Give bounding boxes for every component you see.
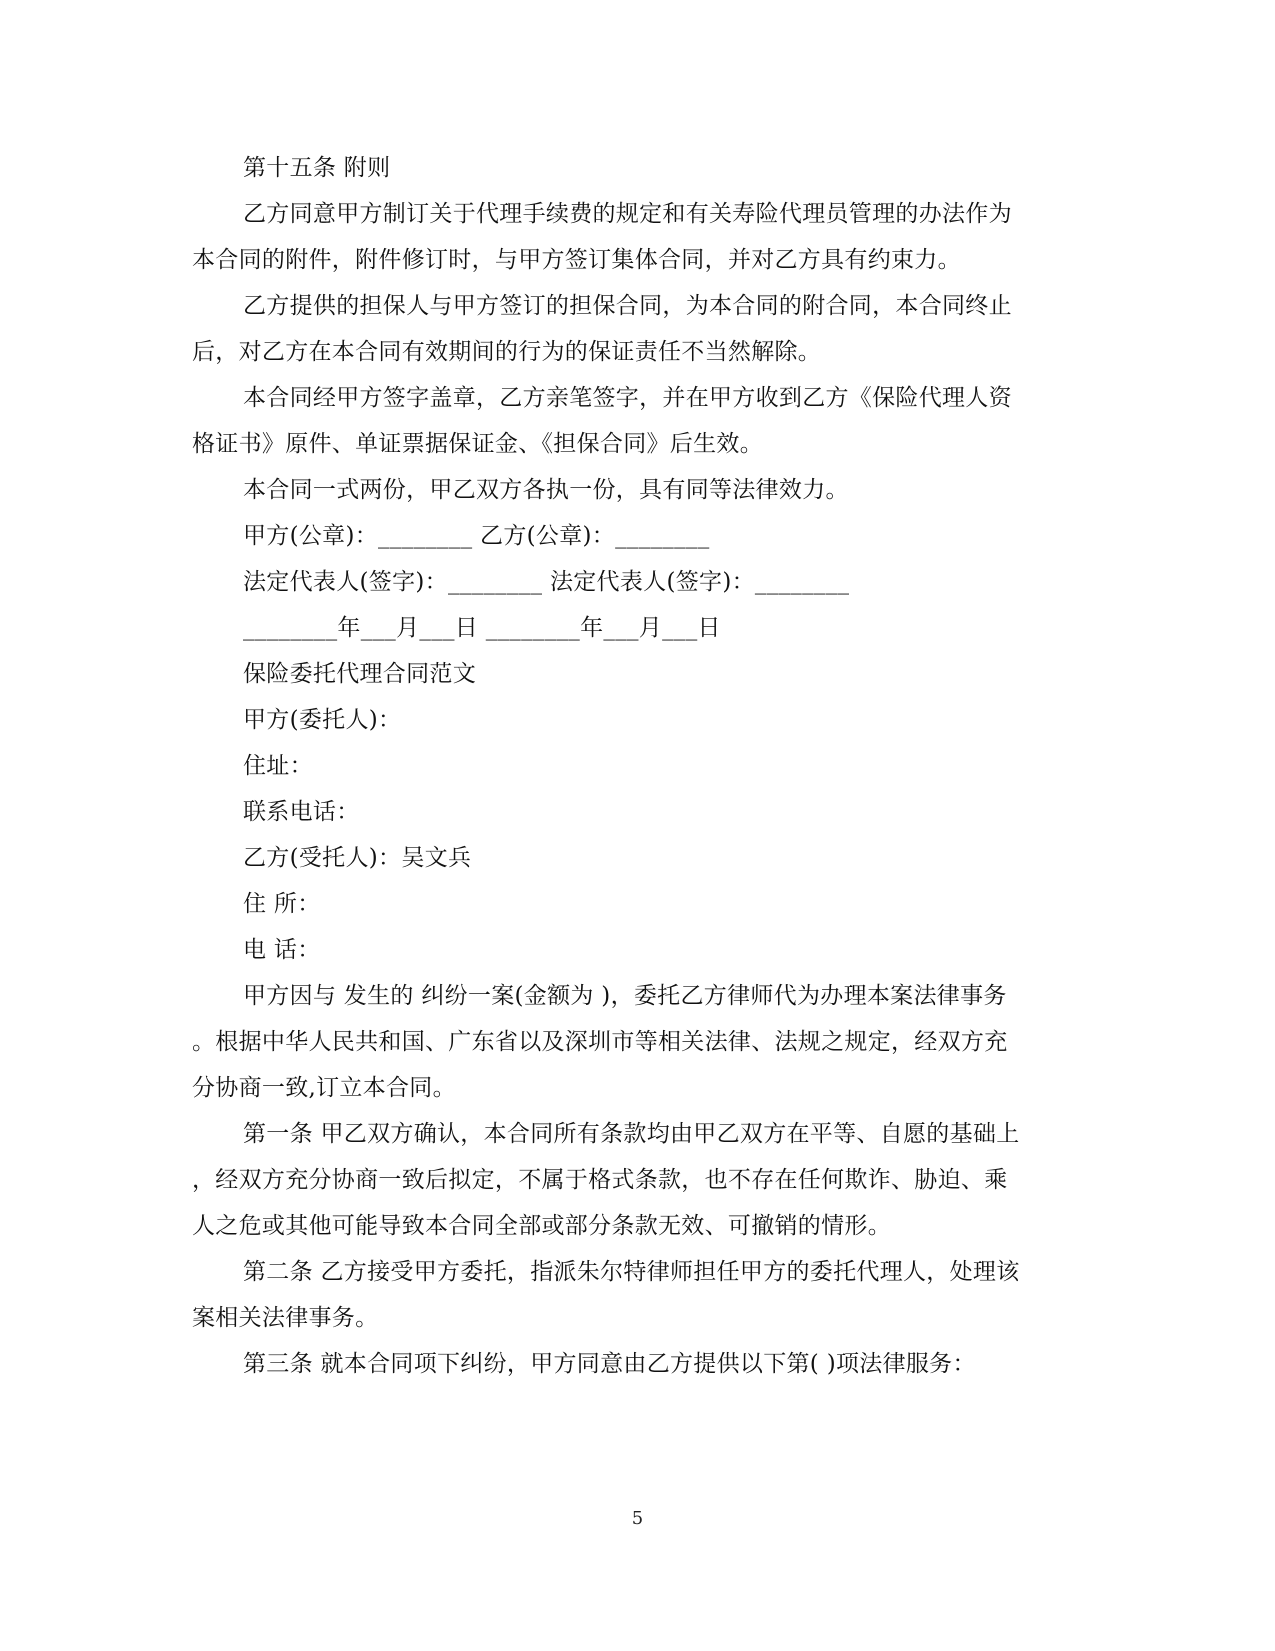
paragraph-line: ，经双方充分协商一致后拟定，不属于格式条款，也不存在任何欺诈、胁迫、乘 [192,1167,1008,1193]
paragraph-line: 本合同一式两份，甲乙双方各执一份，具有同等法律效力。 [243,477,849,503]
paragraph-line: 。根据中华人民共和国、广东省以及深圳市等相关法律、法规之规定，经双方充 [192,1029,1008,1055]
signature-line-date: ________年___月___日 ________年___月___日 [243,615,721,641]
article-heading: 第十五条 附则 [243,155,391,181]
paragraph-line: 本合同的附件，附件修订时，与甲方签订集体合同，并对乙方具有约束力。 [192,247,961,273]
paragraph-line: 人之危或其他可能导致本合同全部或部分条款无效、可撤销的情形。 [192,1213,891,1239]
paragraph-line: 分协商一致,订立本合同。 [192,1075,456,1101]
paragraph-line: 乙方同意甲方制订关于代理手续费的规定和有关寿险代理员管理的办法作为 [243,201,1012,227]
paragraph-line: 案相关法律事务。 [192,1305,379,1331]
paragraph-line: 甲方因与 发生的 纠纷一案(金额为 )，委托乙方律师代为办理本案法律事务 [243,983,1007,1009]
paragraph-line: 乙方提供的担保人与甲方签订的担保合同，为本合同的附合同，本合同终止 [243,293,1012,319]
party-a-field: 甲方(委托人)： [243,707,402,733]
paragraph-line: 格证书》原件、单证票据保证金、《担保合同》后生效。 [192,431,763,457]
signature-line-seal: 甲方(公章)：________ 乙方(公章)：________ [243,523,710,549]
paragraph-line: 第三条 就本合同项下纠纷，甲方同意由乙方提供以下第( )项法律服务： [243,1351,976,1377]
paragraph-line: 本合同经甲方签字盖章，乙方亲笔签字，并在甲方收到乙方《保险代理人资 [243,385,1012,411]
paragraph-line: 后，对乙方在本合同有效期间的行为的保证责任不当然解除。 [192,339,822,365]
signature-line-representative: 法定代表人(签字)：________ 法定代表人(签字)：________ [243,569,850,595]
telephone-field: 电 话： [243,937,321,963]
phone-field: 联系电话： [243,799,360,825]
page-number: 5 [631,1508,644,1529]
paragraph-line: 第二条 乙方接受甲方委托，指派朱尔特律师担任甲方的委托代理人，处理该 [243,1259,1020,1285]
section-title: 保险委托代理合同范文 [243,661,476,687]
residence-field: 住 所： [243,891,321,917]
paragraph-line: 第一条 甲乙双方确认，本合同所有条款均由甲乙双方在平等、自愿的基础上 [243,1121,1020,1147]
address-field: 住址： [243,753,313,779]
party-b-field: 乙方(受托人)：吴文兵 [243,845,472,871]
